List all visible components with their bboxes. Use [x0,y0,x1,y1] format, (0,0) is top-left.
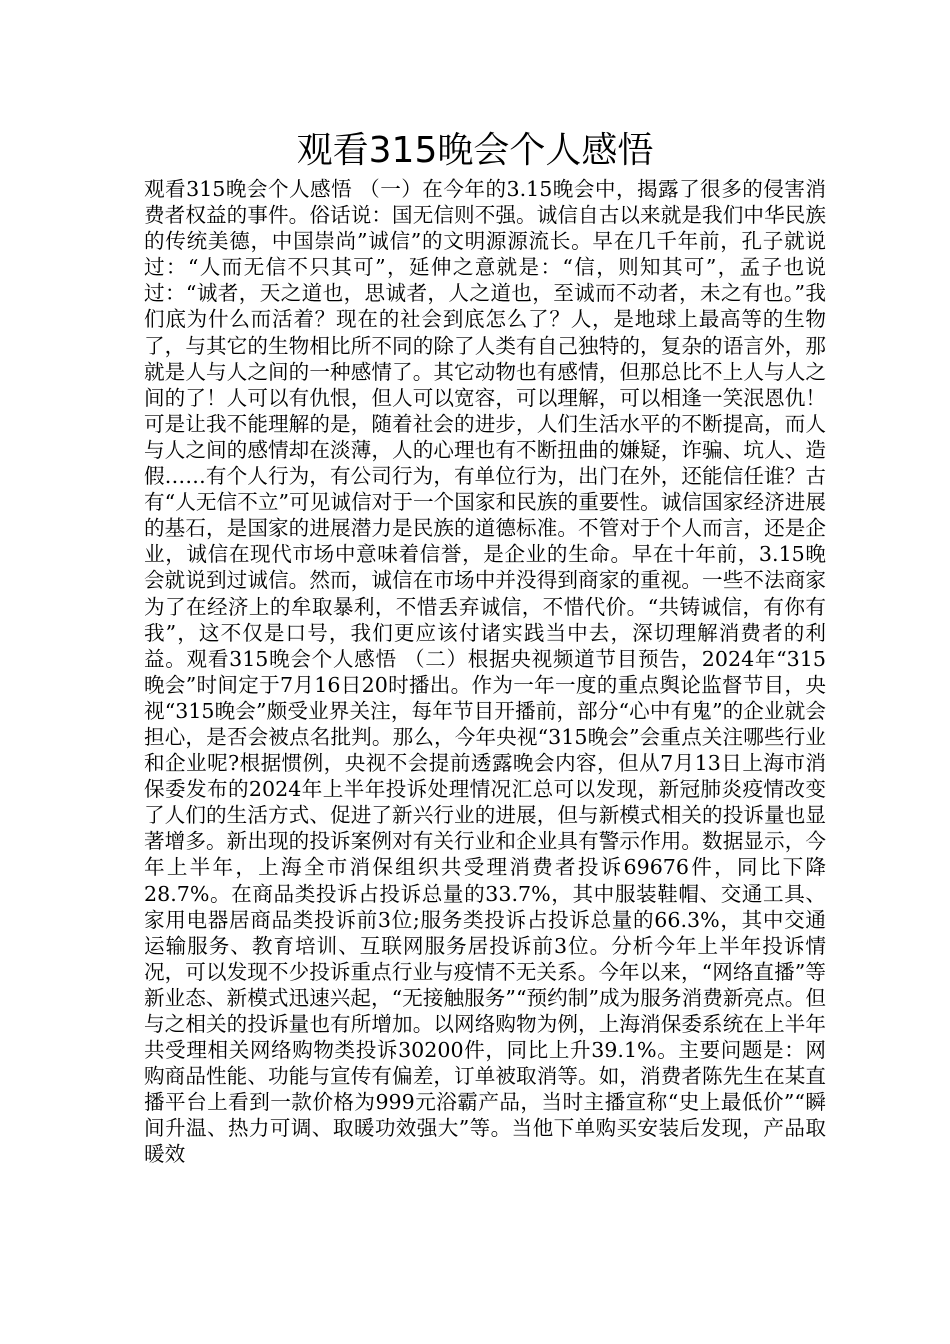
document-title: 观看315晚会个人感悟 [296,130,654,171]
document-body-text: 观看315晚会个人感悟 （一）在今年的3.15晚会中，揭露了很多的侵害消费者权益的事件。俗话说：国无信则不强。诚信自古以来就是我们中华民族的传统美德，中国崇尚”诚信”的文明源源流长。早在几千年前，孔子就说过：“人而无信不只其可”，延伸之意就是：“信，则知其可”，孟子也说过：“诚者，天之道也，思诚者，人之道也，至诚而不动者，未之有也。”我们底为什么而活着？现在的社会到底怎么了？人，是地球上最高等的生物了，与其它的生物相比所不同的除了人类有自己独特的，复杂的语言外，那就是人与人之间的一种感情了。其它动物也有感情，但那总比不上人与人之间的了！人可以有仇恨，但人可以宽容，可以理解，可以相逢一笑泯恩仇！可是让我不能理解的是，随着社会的进步，人们生活水平的不断提高，而人与人之间的感情却在淡薄，人的心理也有不断扭曲的嫌疑，诈骗、坑人、造假……有个人行为，有公司行为，有单位行为，出门在外，还能信任谁？古有“人无信不立”可见诚信对于一个国家和民族的重要性。诚信国家经济进展的基石，是国家的进展潜力是民族的道德标准。不管对于个人而言，还是企业，诚信在现代市场中意味着信誉，是企业的生命。早在十年前，3.15晚会就说到过诚信。然而，诚信在市场中并没得到商家的重视。一些不法商家为了在经济上的牟取暴利，不惜丢弃诚信，不惜代价。“共铸诚信，有你有我”，这不仅是口号，我们更应该付诸实践当中去，深切理解消费者的利益。观看315晚会个人感悟 （二）根据央视频道节目预告，2024年“315晚会”时间定于7月16日20时播出。作为一年一度的重点舆论监督节目，央视“315晚会”颇受业界关注，每年节目开播前，部分“心中有鬼”的企业就会担心，是否会被点名批判。那么，今年央视“315晚会”会重点关注哪些行业和企业呢?根据惯例，央视不会提前透露晚会内容，但从7月13日上海市消保委发布的2024年上半年投诉处理情况汇总可以发现，新冠肺炎疫情改变了人们的生活方式、促进了新兴行业的进展，但与新模式相关的投诉量也显著增多。新出现的投诉案例对有关行业和企业具有警示作用。数据显示，今年上半年，上海全市消保组织共受理消费者投诉69676件，同比下降28.7%。在商品类投诉占投诉总量的33.7%，其中服装鞋帽、交通工具、家用电器居商品类投诉前3位;服务类投诉占投诉总量的66.3%，其中交通运输服务、教育培训、互联网服务居投诉前3位。分析今年上半年投诉情况，可以发现不少投诉重点行业与疫情不无关系。今年以来，“网络直播”等新业态、新模式迅速兴起，“无接触服务”“预约制”成为服务消费新亮点。但与之相关的投诉量也有所增加。以网络购物为例，上海消保委系统在上半年共受理相关网络购物类投诉30200件，同比上升39.1%。主要问题是：网购商品性能、功能与宣传有偏差，订单被取消等。如，消费者陈先生在某直播平台上看到一款价格为999元浴霸产品，当时主播宣称“史上最低价”“瞬间升温、热力可调、取暖功效强大”等。当他下单购买安装后发现，产品取暖效 [144,177,826,1167]
